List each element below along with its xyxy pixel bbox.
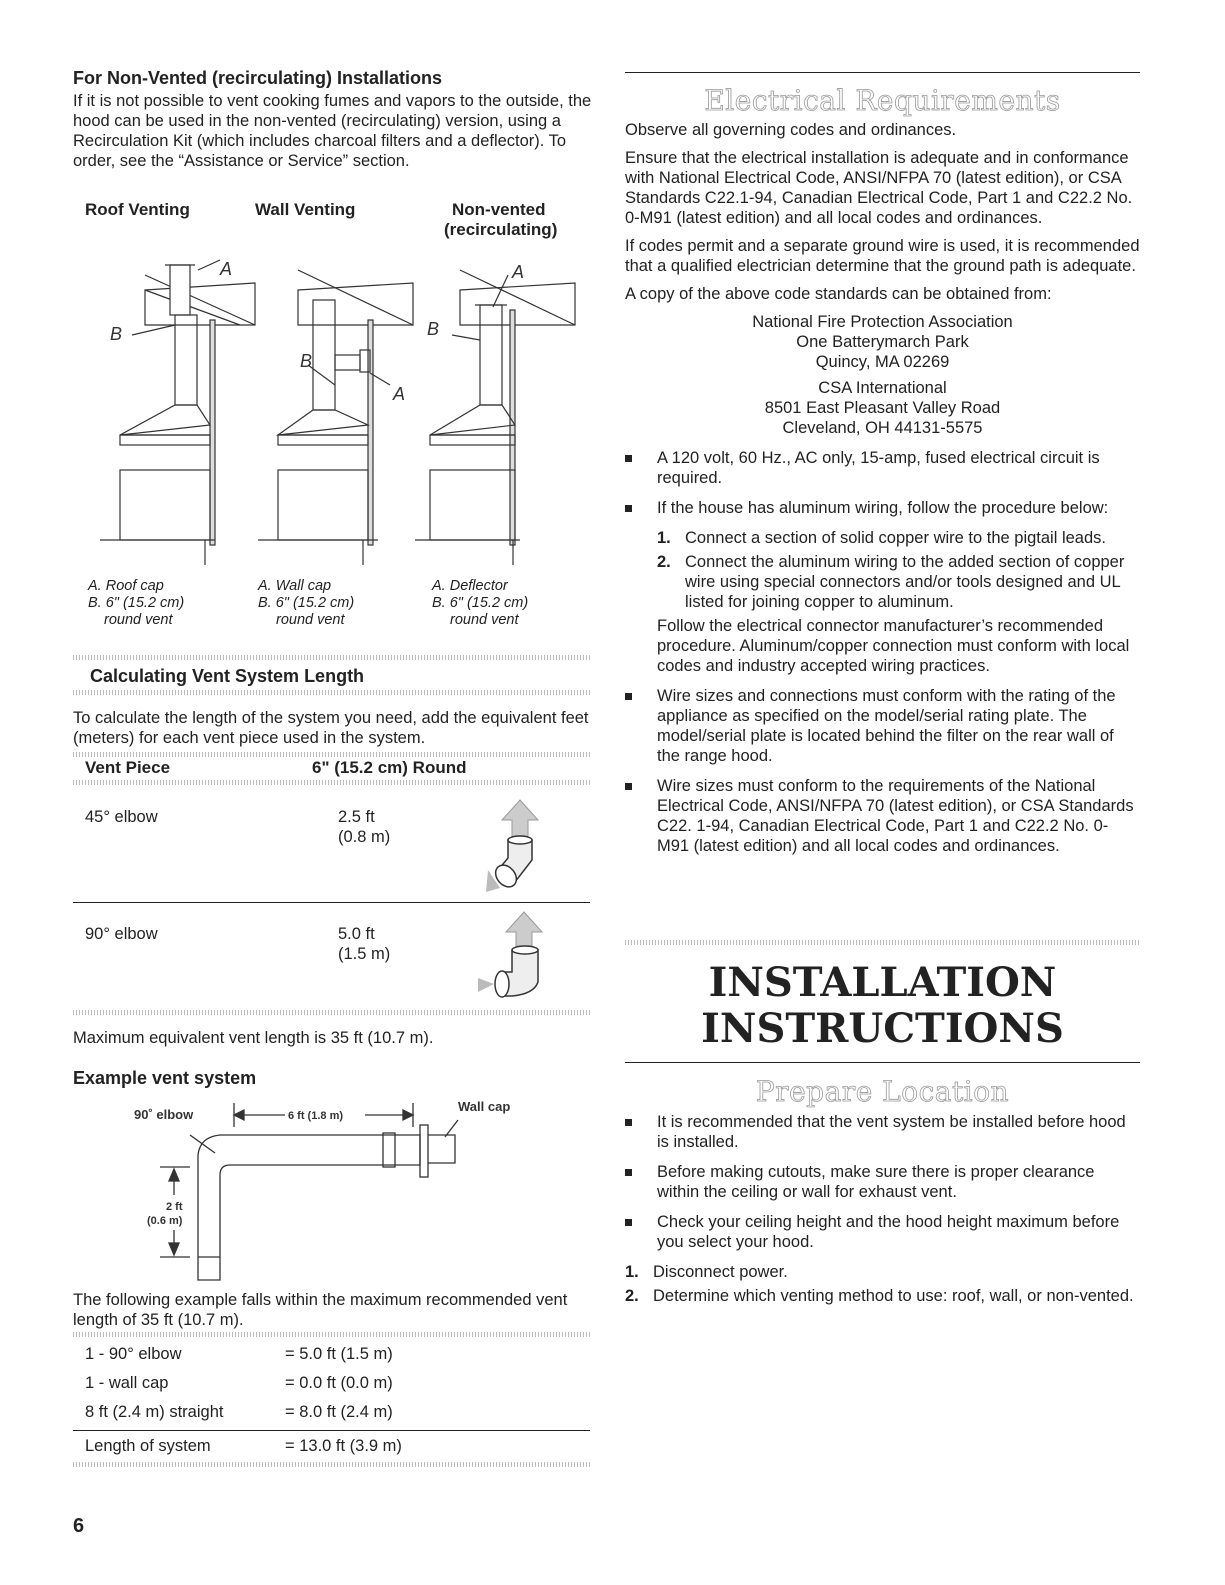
label-nonvented: Non-vented [452,200,546,219]
install-title-line1: INSTALLATION [708,959,1057,1006]
elec-p2: Ensure that the electrical installation is adequate and in conformance with National Electrical Code, ANSI/NFPA 70 (latest edition), or CSA Standards C22.1-94, Canadian Electrical Code, Part 1 and C22.2 No. 0-M91 (latest edition) and all local codes and ordinances. [625,149,1133,227]
divider-hatch [73,1010,590,1015]
vent-row-piece: 45° elbow [85,808,158,826]
nonvented-heading: For Non-Vented (recirculating) Installations [73,68,443,88]
page-number: 6 [73,1515,85,1537]
step-text: Connect the aluminum wiring to the added section of copper wire using special connectors and/or tools designed and UL listed for joining copper to aluminum. [685,553,1125,611]
step-text: Disconnect power. [653,1263,788,1281]
bullet-item [625,1112,1140,1152]
caption-roof [88,578,184,629]
vent-table-col1: Vent Piece [85,758,171,777]
caption-roof-a: A. Roof cap [88,578,164,594]
nonvented-body: If it is not possible to vent cooking fumes and vapors to the outside, the hood can be used in the non-vented (recirculating) version, using a Recirculation Kit (which includes charcoal filters and a deflector). To order, see the “Assistance or Service” section. [73,92,592,170]
sum-total-value: = 13.0 ft (3.9 m) [285,1437,402,1455]
bullet-icon [625,1119,632,1126]
address-line: Quincy, MA 02269 [815,353,950,371]
label-recirculating: (recirculating) [444,220,558,239]
vent-row-ft: 2.5 ft [338,808,375,826]
bullet-text: Wire sizes must conform to the requirements of the National Electrical Code, ANSI/NFPA 70 (latest edition), or CSA Standards C22. 1-94, Canadian Electrical Code, Part 1 and C22.2 No. 0-M91 (latest edition) and all local codes and ordinances. [657,777,1134,855]
caption-non-b2: round vent [450,612,519,628]
non-letter-b: B [427,319,440,339]
step-text: Determine which venting method to use: roof, wall, or non-vented. [653,1287,1134,1305]
divider-hatch [625,940,1140,945]
example-heading: Example vent system [73,1068,257,1088]
caption-wall-b: B. 6" (15.2 cm) [258,595,355,611]
caption-roof-b2: round vent [104,612,173,628]
bullet-item [625,498,1140,518]
sum-value: = 8.0 ft (2.4 m) [285,1403,393,1421]
example-elbow-label: 90˚ elbow [134,1107,194,1122]
address-line: CSA International [818,379,947,397]
caption-non-a: A. Deflector [432,578,508,594]
bullet-text: Before making cutouts, make sure there is proper clearance within the ceiling or wall for exhaust vent. [657,1163,1095,1201]
bullet-text: Wire sizes and connections must conform with the rating of the appliance as specified on the model/serial rating plate. The model/serial plate is located behind the filter on the rear wall of the range hood. [657,687,1116,765]
caption-wall-a: A. Wall cap [258,578,332,594]
prep-step [625,1262,1140,1282]
example-wallcap-label: Wall cap [458,1099,511,1114]
sum-item: 1 - wall cap [85,1374,169,1392]
caption-wall [258,578,354,629]
step-number: 1. [625,1263,639,1281]
wall-letter-a: A [393,384,406,404]
bullet-text: It is recommended that the vent system be installed before hood is installed. [657,1113,1126,1151]
bullet-icon [625,1219,632,1226]
divider-hatch [73,690,590,695]
elec-p1: Observe all governing codes and ordinances. [625,121,957,139]
follow-text: Follow the electrical connector manufacturer’s recommended procedure. Aluminum/copper connection must conform with local codes and industry accepted wiring practices. [657,617,1130,675]
example-body: The following example falls within the maximum recommended vent length of 35 ft (10.7 m). [73,1291,568,1329]
bullet-item [625,776,1140,856]
divider-hatch [73,1332,590,1337]
bullet-icon [625,693,632,700]
section-rule [625,1062,1140,1063]
divider-hatch [73,655,590,660]
address-line: 8501 East Pleasant Valley Road [764,399,1001,417]
sum-value: = 0.0 ft (0.0 m) [285,1374,393,1392]
install-title [625,960,1140,1052]
divider-hatch [73,752,590,757]
prep-step [625,1286,1140,1306]
address-nfpa [625,312,1140,372]
prepare-heading: Prepare Location [755,1075,1010,1108]
address-line: National Fire Protection Association [752,313,1013,331]
elec-p3: If codes permit and a separate ground wire is used, it is recommended that a qualified electrician determine that the ground path is adequate. [625,237,1140,275]
electrical-heading: Electrical Requirements [704,84,1061,117]
sum-total-item: Length of system [85,1437,211,1455]
label-wall-venting: Wall Venting [255,200,356,219]
vent-row-piece: 90° elbow [85,925,158,943]
elbow-45-icon [480,800,560,895]
bullet-item [625,1162,1140,1202]
caption-non-b: B. 6" (15.2 cm) [432,595,529,611]
bullet-text: If the house has aluminum wiring, follow the procedure below: [657,499,1109,517]
bullet-item [625,686,1140,766]
example-run-label: 6 ft (1.8 m) [288,1110,344,1122]
electrical-section [625,120,1140,866]
bullet-text: Check your ceiling height and the hood height maximum before you select your hood. [657,1213,1120,1251]
roof-letter-a: A [220,259,233,279]
caption-roof-b: B. 6" (15.2 cm) [88,595,185,611]
label-roof-venting: Roof Venting [85,200,190,219]
roof-venting-diagram [100,265,255,565]
bullet-icon [625,505,632,512]
roof-letter-b: B [110,324,123,344]
address-csa [625,378,1140,438]
example-drop-m: (0.6 m) [147,1215,183,1227]
wall-venting-diagram [258,270,413,565]
bullet-icon [625,1169,632,1176]
address-line: Cleveland, OH 44131-5575 [782,419,983,437]
divider-hatch [73,1462,590,1467]
sum-item: 1 - 90° elbow [85,1345,182,1363]
table-rule [73,902,590,903]
bullet-icon [625,455,632,462]
sum-item: 8 ft (2.4 m) straight [85,1403,224,1421]
non-letter-a: A [512,262,525,282]
vent-row-m: (0.8 m) [338,828,391,846]
divider-hatch [73,780,590,785]
elec-p4: A copy of the above code standards can be obtained from: [625,285,1052,303]
step-number: 2. [657,553,671,571]
vent-table-col2: 6" (15.2 cm) Round [312,758,467,777]
address-line: One Batterymarch Park [796,333,969,351]
elbow-90-icon [472,912,562,1007]
calc-body: To calculate the length of the system you need, add the equivalent feet (meters) for each vent piece used in the system. [73,709,589,747]
step-item [625,528,1140,548]
section-rule [625,72,1140,73]
example-drop-ft: 2 ft [166,1201,183,1213]
caption-nonvented [432,578,528,629]
vent-row-ft: 5.0 ft [338,925,375,943]
bullet-text: A 120 volt, 60 Hz., AC only, 15-amp, fused electrical circuit is required. [657,449,1100,487]
step-text: Connect a section of solid copper wire to the pigtail leads. [685,529,1106,547]
vent-row-m: (1.5 m) [338,945,391,963]
max-length: Maximum equivalent vent length is 35 ft (10.7 m). [73,1029,434,1047]
step-item [625,552,1140,612]
calc-heading: Calculating Vent System Length [90,666,365,686]
bullet-icon [625,783,632,790]
example-vent-diagram [110,1095,550,1285]
left-column [73,68,593,171]
install-title-line2: INSTRUCTIONS [701,1005,1064,1052]
step-number: 2. [625,1287,639,1305]
bullet-item [625,1212,1140,1252]
caption-wall-b2: round vent [276,612,345,628]
sum-rule [73,1430,590,1431]
step-number: 1. [657,529,671,547]
wall-letter-b: B [300,351,313,371]
prepare-section [625,1112,1140,1306]
bullet-item [625,448,1140,488]
venting-diagrams [80,245,590,575]
nonvented-diagram [415,270,575,565]
sum-value: = 5.0 ft (1.5 m) [285,1345,393,1363]
